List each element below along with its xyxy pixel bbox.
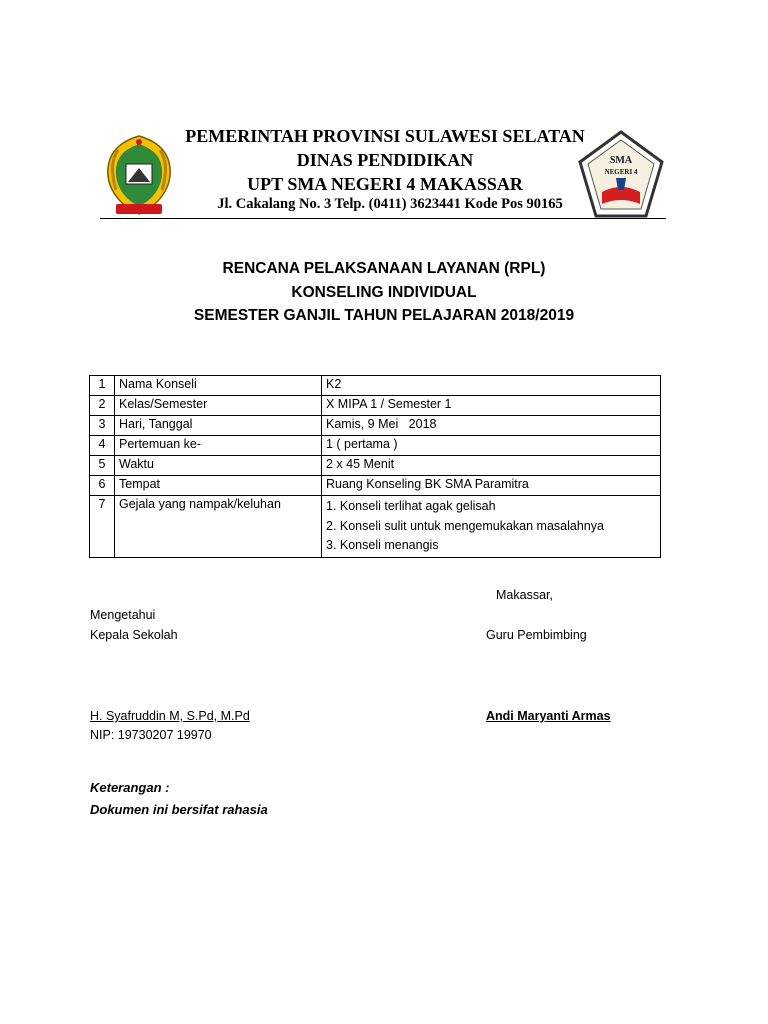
symptom-item: 2. Konseli sulit untuk mengemukakan masalahnya xyxy=(326,518,604,533)
row-label: Tempat xyxy=(115,476,322,496)
province-emblem-logo xyxy=(98,130,180,222)
row-value: Kamis, 9 Mei 2018 xyxy=(322,416,661,436)
left-label-kepala: Kepala Sekolah xyxy=(90,628,178,642)
kop-line-3: UPT SMA NEGERI 4 MAKASSAR xyxy=(247,174,523,194)
school-logo-text-sma: SMA xyxy=(609,155,633,166)
row-label: Kelas/Semester xyxy=(115,396,322,416)
table-row xyxy=(90,416,661,436)
row-number: 6 xyxy=(90,476,115,496)
table-row xyxy=(90,476,661,496)
row-value: X MIPA 1 / Semester 1 xyxy=(322,396,661,416)
row-number: 5 xyxy=(90,456,115,476)
kop-line-1: PEMERINTAH PROVINSI SULAWESI SELATAN xyxy=(185,126,585,146)
counselor-name: Andi Maryanti Armas xyxy=(486,709,611,723)
symptom-item: 1. Konseli terlihat agak gelisah xyxy=(326,499,496,513)
row-number: 3 xyxy=(90,416,115,436)
doc-title-line-2: KONSELING INDIVIDUAL xyxy=(291,284,477,301)
headmaster-nip: NIP: 19730207 19970 xyxy=(90,728,212,742)
row-number: 2 xyxy=(90,396,115,416)
doc-title-line-1: RENCANA PELAKSANAAN LAYANAN (RPL) xyxy=(222,260,546,277)
kop-divider xyxy=(100,218,666,219)
table-row xyxy=(90,436,661,456)
row-label: Nama Konseli xyxy=(115,376,322,396)
row-label: Hari, Tanggal xyxy=(115,416,322,436)
row-label: Pertemuan ke- xyxy=(115,436,322,456)
kop-line-2: DINAS PENDIDIKAN xyxy=(296,150,474,170)
row-label: Waktu xyxy=(115,456,322,476)
right-label-guru: Guru Pembimbing xyxy=(486,628,587,642)
kop-address: Jl. Cakalang No. 3 Telp. (0411) 3623441 Kode Pos 90165 xyxy=(217,196,563,212)
row-value: 2 x 45 Menit xyxy=(322,456,661,476)
symptom-item: 3. Konseli menangis xyxy=(326,538,439,552)
doc-title-line-3: SEMESTER GANJIL TAHUN PELAJARAN 2018/2019 xyxy=(193,307,575,324)
row-value-list xyxy=(322,496,661,558)
row-number: 7 xyxy=(90,496,115,558)
left-label-mengetahui: Mengetahui xyxy=(90,608,156,622)
row-value: K2 xyxy=(322,376,661,396)
note-label: Keterangan : xyxy=(90,780,170,795)
table-row xyxy=(90,456,661,476)
table-row xyxy=(90,496,661,558)
table-row xyxy=(90,376,661,396)
row-value: Ruang Konseling BK SMA Paramitra xyxy=(322,476,661,496)
info-table xyxy=(89,375,661,558)
headmaster-name: H. Syafruddin M, S.Pd, M.Pd xyxy=(90,709,250,723)
table-row xyxy=(90,396,661,416)
row-number: 1 xyxy=(90,376,115,396)
row-number: 4 xyxy=(90,436,115,456)
school-logo-text-negeri: NEGERI 4 xyxy=(604,168,638,176)
signature-place: Makassar, xyxy=(496,588,553,602)
row-value: 1 ( pertama ) xyxy=(322,436,661,456)
row-label: Gejala yang nampak/keluhan xyxy=(115,496,322,558)
note-text: Dokumen ini bersifat rahasia xyxy=(90,802,268,817)
